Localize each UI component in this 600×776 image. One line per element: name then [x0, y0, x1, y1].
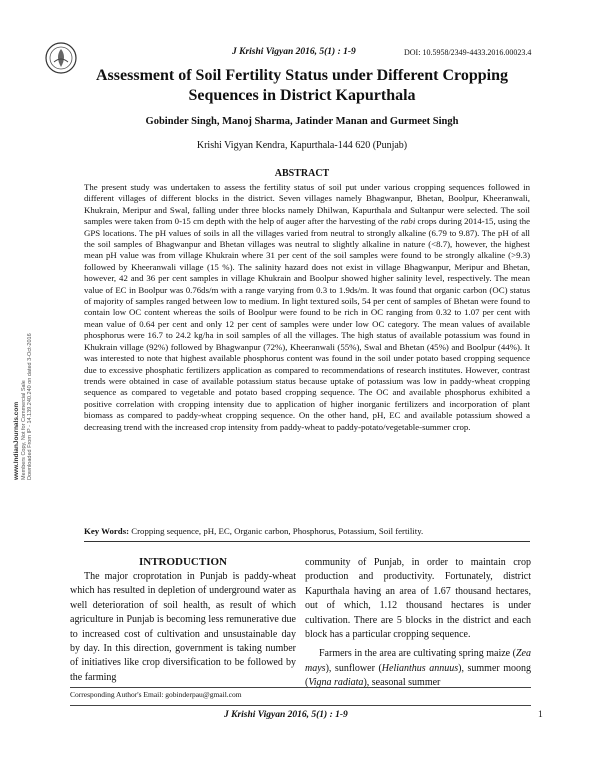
p3-text-g: ), seasonal summer — [363, 677, 441, 689]
p3-text-c: ), sunflower ( — [325, 662, 382, 674]
p3-text-e: ), summer moong ( — [305, 662, 532, 689]
affiliation: Krishi Vigyan Kendra, Kapurthala-144 620 (Punjab) — [196, 140, 408, 151]
journal-citation: J Krishi Vigyan 2016, 5(1) : 1-9 — [232, 47, 356, 57]
title-line-2: Sequences in District Kapurthala — [188, 87, 416, 104]
doi: DOI: 10.5958/2349-4433.2016.00023.4 — [404, 48, 532, 57]
abstract-heading: ABSTRACT — [274, 168, 330, 179]
page-number: 1 — [538, 710, 543, 720]
p3-species-1: Zea mays — [305, 648, 531, 674]
watermark-line-1: www.IndianJournals.com — [13, 401, 20, 480]
body-column-right — [305, 556, 531, 691]
abstract-body: The present study was undertaken to assess the fertility status of soil put under various cropping sequences followed in different villages of different blocks in the district. Seven villages namely Bhagwanpur, Bhetan, Boolpur, Kheeranwali, Khukrain, Meripur and Swal, falling under three blocks namely Dhilwan, Kapurthala and Sultanpur were selected. The soil samples were taken from 0-15 cm depth with the help of auger after the harvesting of the rabi crops during 2014-15, using the GPS locations. The pH values of soils in all the villages varied from neutral to strongly alkaline (6.79 to 9.87). The pH of all the soil samples of Bhagwanpur and Bhetan villages was neutral to slightly alkaline in nature (<8.7), however, the highest mean pH value was from village Khukrain where 31 per cent of the soil samples were found to be strongly alkaline (>9.3) followed by Kheeranwali village (15 %). The salinity hazard does not exist in village Bhagwanpur, Meripur and Bhetan, however, 42 and 36 per cent samples in village Khukrain and Boolpur showed higher salinity level, respectively. The mean value of EC in Boolpur was 0.76ds/m with a range varying from 0.3 to 1.9ds/m. It was found that organic carbon (OC) status of majority of samples ranged between low to medium. In light textured soils, 54 per cent of samples of Bhetan were found to contain low OC content whereas the soils of Boolpur were found to be rich in OC ranging from 0.32 to 1.07 per cent with mean value of 0.64 per cent and only 12 per cent of samples were under low OC category. The mean values of available phosphorus were 16.7 to 24.2 kg/ha in soil samples of all the villages. The high status of available potassium was found in Khukrain village (92%) followed by Bhagwanpur (72%), Kheeranwali (55%), Swal and Bhetan (45%) and Boolpur (44%). It was interested to note that highest available phosphorus content was found in the soil under potato based cropping sequence due to excessive phosphatic fertilizers application as compared to recommendations of research institutes. However, contrast trends were obtained in case of available potassium status because uptake of potassium was low in paddy-wheat cropping sequence as compared to vegetable and potato based cropping sequence. The OC and available phosphorus exhibited a positive correlation with cropping intensity due to application of higher inorganic fertilizers and incorporation of plant biomass as compared to paddy-wheat cropping sequence. On the other hand, pH, EC and available potassium showed a decreasing trend with the increased crop intensity from paddy-wheat to paddy-potato/vegetable-summer crop. — [84, 182, 530, 432]
watermark-line-2: Members Copy, Not for Commercial Sale — [20, 380, 27, 480]
title-line-1: Assessment of Soil Fertility Status under Different Cropping — [96, 67, 508, 84]
download-watermark — [14, 250, 34, 480]
intro-paragraph-2: community of Punjab, in order to maintain crop production and productivity. Fortunately, district Kapurthala having an area of 1.67 thousand hectares, out of which, 1.12 thousand hectares is under cultivation. There are 5 blocks in the district and each block has a particular cropping sequence. — [305, 557, 531, 641]
keywords-text: Cropping sequence, pH, EC, Organic carbon, Phosphorus, Potassium, Soil fertility. — [129, 526, 424, 536]
body-column-left — [70, 556, 296, 685]
watermark-line-3: Downloaded From IP - 14.139.240.240 on dated 3-Oct-2016 — [27, 333, 33, 480]
abstract-divider — [84, 541, 530, 542]
paper-title — [30, 66, 574, 106]
p3-species-3: Vigna radiata — [308, 677, 364, 689]
introduction-heading: INTRODUCTION — [138, 556, 227, 568]
intro-paragraph-3 — [305, 647, 531, 690]
intro-paragraph-1: The major croprotation in Punjab is paddy-wheat which has resulted in depletion of underground water as well deterioration of soil health, as result of which agriculture in Punjab is becoming less remunerative due to increased cost of cultivation and unsustainable day by day. In this direction, government is taking number of initiatives like crop diversification to be followed by the farming — [70, 571, 296, 683]
keywords-label: Key Words: — [84, 526, 130, 536]
p3-species-2: Helianthus annuus — [381, 662, 459, 674]
corresponding-author-footnote: Corresponding Author's Email: gobinderpau@gmail.com — [70, 690, 242, 699]
p3-text-a: Farmers in the area are cultivating spring maize ( — [319, 648, 516, 660]
footer-journal-citation: J Krishi Vigyan 2016, 5(1) : 1-9 — [224, 710, 348, 720]
keywords — [84, 526, 530, 537]
authors: Gobinder Singh, Manoj Sharma, Jatinder Manan and Gurmeet Singh — [145, 116, 459, 127]
footnote-divider — [70, 687, 531, 688]
footer-divider — [70, 705, 531, 706]
